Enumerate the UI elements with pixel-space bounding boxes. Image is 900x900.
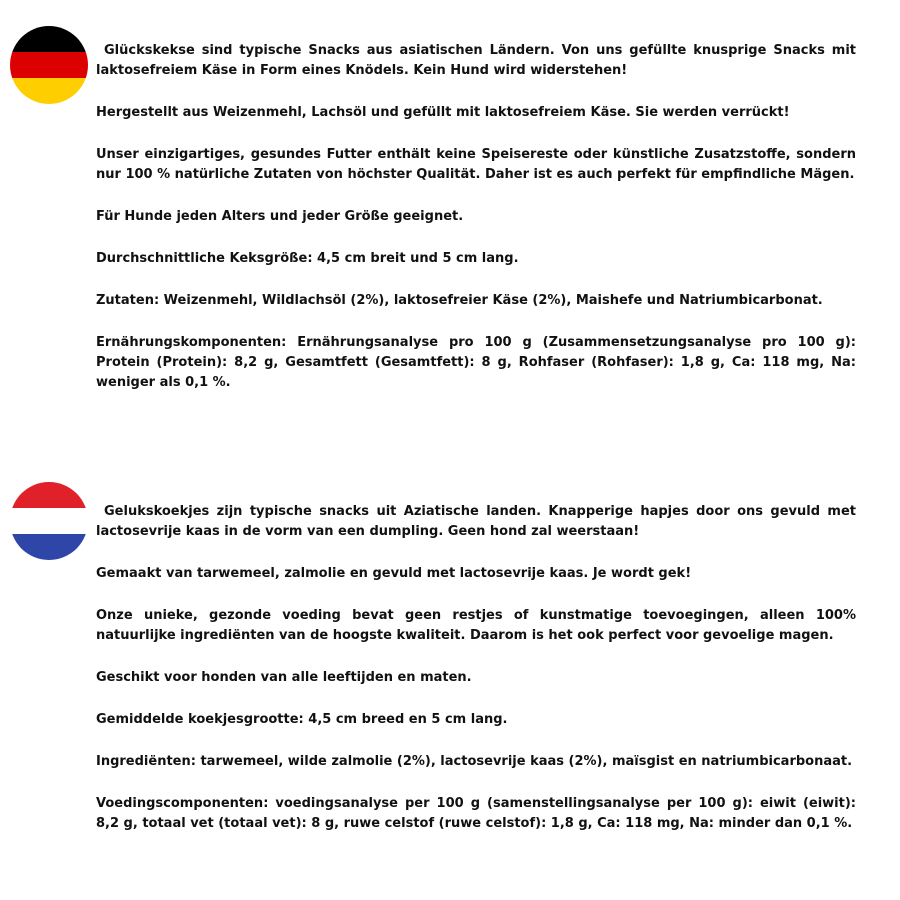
- paragraph-ingredients: Ingrediënten: tarwemeel, wilde zalmolie (2%), lactosevrije kaas (2%), maïsgist en natriumbicarbonaat.: [96, 754, 853, 769]
- paragraph-made-of: Hergestellt aus Weizenmehl, Lachsöl und gefüllt mit laktosefreiem Käse. Sie werden verrückt!: [96, 105, 790, 120]
- paragraph-quality: Onze unieke, gezonde voeding bevat geen restjes of kunstmatige toevoegingen, alleen 100% natuurlijke ingrediënten van de hoogste kwaliteit. Daarom is het ook perfect voor gevoelige magen.: [96, 608, 856, 643]
- paragraph-quality: Unser einzigartiges, gesundes Futter enthält keine Speisereste oder künstliche Zusatzstoffe, sondern nur 100 % natürliche Zutaten von höchster Qualität. Daher ist es auch perfekt für empfindliche Mägen.: [96, 147, 856, 182]
- flag-stripe-black: [10, 26, 88, 52]
- paragraph-nutrition: Voedingscomponenten: voedingsanalyse per 100 g (samenstellingsanalyse per 100 g): eiwit (eiwit): 8,2 g, totaal vet (totaal vet): 8 g, ruwe celstof (ruwe celstof): 1,8 g, Ca: 118 mg, Na: minder dan 0,1 %.: [96, 796, 856, 831]
- paragraph-size: Durchschnittliche Keksgröße: 4,5 cm breit und 5 cm lang.: [96, 251, 519, 266]
- paragraph-intro: Glückskekse sind typische Snacks aus asiatischen Ländern. Von uns gefüllte knusprige Snacks mit laktosefreiem Käse in Form eines Knödels. Kein Hund wird widerstehen!: [96, 43, 856, 78]
- flag-stripe-gold: [10, 78, 88, 104]
- flag-stripe-white: [10, 508, 88, 534]
- flag-stripe-red: [10, 52, 88, 78]
- dutch-text-block: [96, 502, 856, 856]
- paragraph-size: Gemiddelde koekjesgrootte: 4,5 cm breed en 5 cm lang.: [96, 712, 508, 727]
- netherlands-flag-icon: [10, 482, 88, 560]
- paragraph-suitability: Geschikt voor honden van alle leeftijden en maten.: [96, 670, 472, 685]
- paragraph-ingredients: Zutaten: Weizenmehl, Wildlachsöl (2%), laktosefreier Käse (2%), Maishefe und Natriumbicarbonat.: [96, 293, 823, 308]
- germany-flag-icon: [10, 26, 88, 104]
- paragraph-intro: Gelukskoekjes zijn typische snacks uit Aziatische landen. Knapperige hapjes door ons gevuld met lactosevrije kaas in de vorm van een dumpling. Geen hond zal weerstaan!: [96, 504, 856, 539]
- german-text-block: [96, 41, 856, 415]
- paragraph-nutrition: Ernährungskomponenten: Ernährungsanalyse pro 100 g (Zusammensetzungsanalyse pro 100 g): Protein (Protein): 8,2 g, Gesamtfett (Gesamtfett): 8 g, Rohfaser (Rohfaser): 1,8 g, Ca: 118 mg, Na: weniger als 0,1 %.: [96, 335, 856, 390]
- paragraph-made-of: Gemaakt van tarwemeel, zalmolie en gevuld met lactosevrije kaas. Je wordt gek!: [96, 566, 692, 581]
- paragraph-suitability: Für Hunde jeden Alters und jeder Größe geeignet.: [96, 209, 464, 224]
- flag-stripe-red: [10, 482, 88, 508]
- flag-stripe-blue: [10, 534, 88, 560]
